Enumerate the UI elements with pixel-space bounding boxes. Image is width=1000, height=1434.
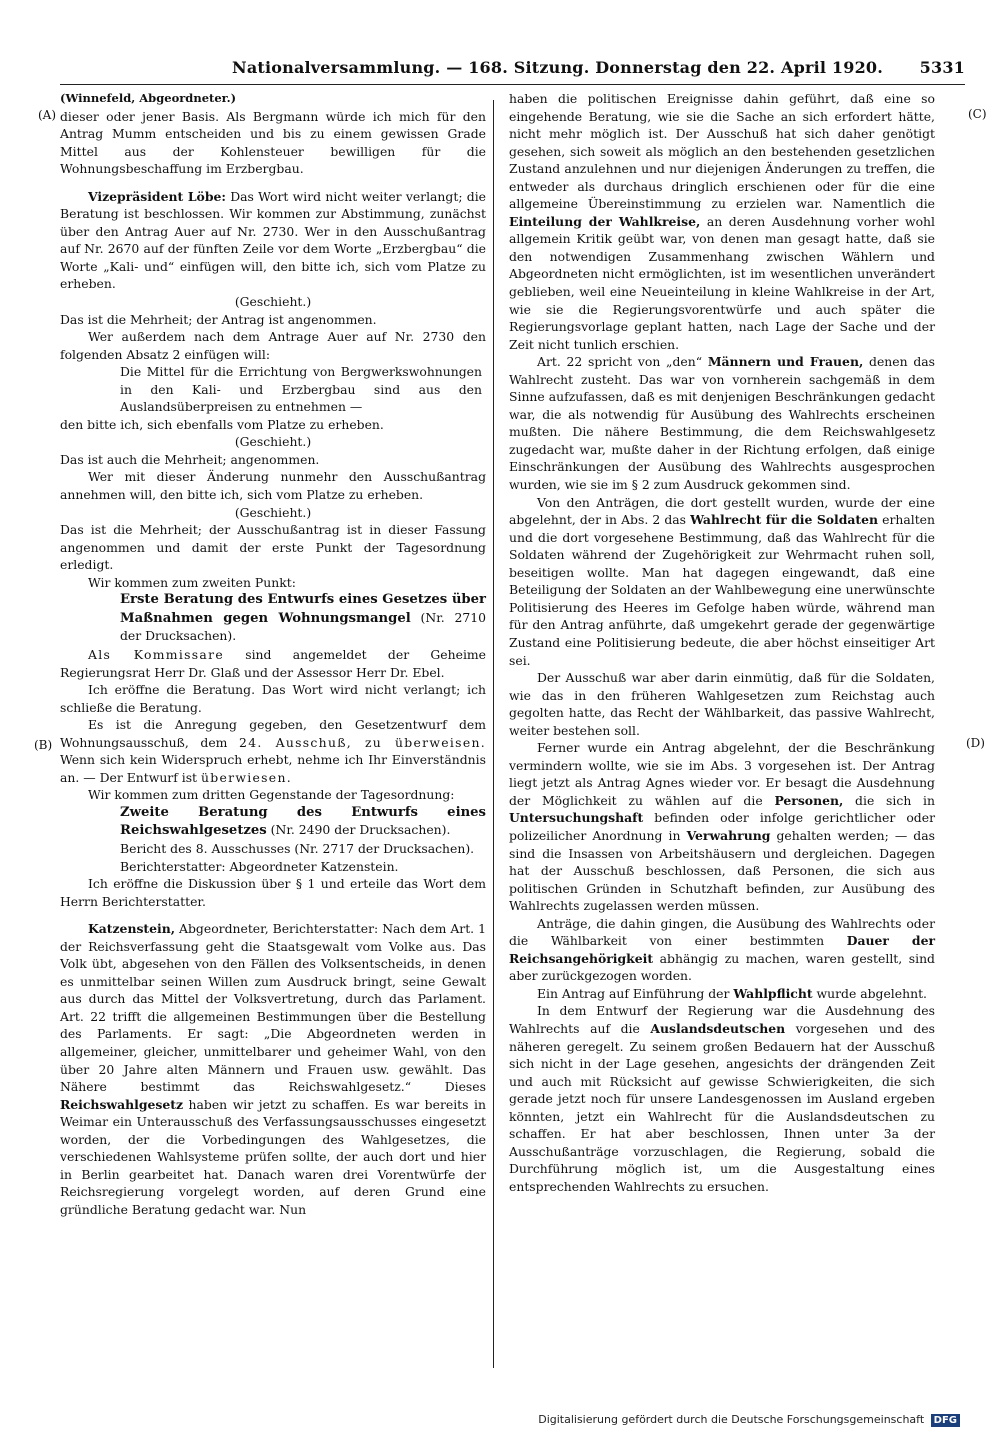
margin-mark-c: (C) [968, 107, 987, 121]
paragraph: dieser oder jener Basis. Als Bergmann würde ich mich für den Antrag Mumm entscheiden und bis zu einem gewissen Grade Mittel aus der Kohlensteuer bewilligen für die Wohnungsbeschaffung im Erzbergbau. [60, 108, 486, 177]
paragraph: Vizepräsident Löbe: Das Wort wird nicht weiter verlangt; die Beratung ist beschlossen. Wir kommen zur Abstimmung, zunächst über den Antrag Auer auf Nr. 2730. Wer in den Ausschußantrag auf Nr. 2670 auf der fünften Zeile vor dem Worte „Erzbergbau“ die Worte „Kali- und“ einfügen will, den bitte ich, sich vom Platze zu erheben. [60, 188, 486, 292]
agenda-reporter: Berichterstatter: Abgeordneter Katzenstein. [120, 858, 399, 874]
paragraph: Wir kommen zum dritten Gegenstande der Tagesordnung: [88, 787, 455, 803]
margin-mark-b: (B) [34, 738, 53, 752]
paragraph: Anträge, die dahin gingen, die Ausübung des Wahlrechts oder die Wählbarkeit von einer bestimmten Dauer der Reichsangehörigkeit abhängig zu machen, waren gestellt, sind aber zurückgezogen worden. [509, 915, 935, 984]
header-title: Nationalversammlung. — 168. Sitzung. Donnerstag den 22. April 1920. [232, 58, 884, 77]
agenda-item: Erste Beratung des Entwurfs eines Gesetzes über Maßnahmen gegen Wohnungsmangel (Nr. 2710 der Drucksachen). [120, 592, 486, 644]
agenda-report: Bericht des 8. Ausschusses (Nr. 2717 der Drucksachen). [120, 840, 475, 856]
paragraph: Das ist die Mehrheit; der Ausschußantrag ist in dieser Fassung angenommen und damit der erste Punkt der Tagesordnung erledigt. [60, 522, 486, 573]
page-header [60, 56, 965, 82]
paragraph: Ein Antrag auf Einführung der Wahlpflicht wurde abgelehnt. [537, 985, 927, 1001]
stage-direction: (Geschieht.) [234, 504, 312, 520]
header-rule [60, 84, 965, 85]
paragraph: haben die politischen Ereignisse dahin geführt, daß eine so eingehende Beratung, wie sie die Sache an sich erfordert hätte, nicht mehr möglich ist. Der Ausschuß hat sich daher genötigt gesehen, sich soweit als möglich an den bestehenden gesetzlichen Zustand anzulehnen und nur diejenigen Änderungen zu treffen, die entweder als durchaus dringlich erschienen oder für die eine allgemeine Übereinstimmung zu erzielen war. Namentlich die Einteilung der Wahlkreise, an deren Ausdehnung vorher wohl allgemein Kritik geübt war, von denen man gesagt hatte, daß sie den notwendigen Zusammenhang zwischen Wählern und Abgeordneten nicht ermöglichten, ist im wesentlichen unverändert geblieben, weil eine Neueinteilung in kleine Wahlkreise in der Art, wie sie die Regierungsvorentwürfe und auch später die Regierungsvorlage geplant hatten, nach Lage der Sache und der Zeit nicht tunlich erschien. [509, 91, 935, 352]
margin-mark-a: (A) [38, 108, 57, 122]
paragraph: Das ist die Mehrheit; der Antrag ist angenommen. [60, 311, 377, 327]
agenda-item: Zweite Beratung des Entwurfs eines Reichswahlgesetzes (Nr. 2490 der Drucksachen). [120, 804, 486, 839]
paragraph: Ferner wurde ein Antrag abgelehnt, der die Beschränkung vermindern wollte, wie sie im Abs. 3 vorgesehen ist. Der Antrag liegt jetzt als Antrag Agnes wieder vor. Er besagt die Ausdehnung der Möglichkeit zu wählen auf die Personen, die sich in Untersuchungshaft befinden oder infolge gerichtlicher oder polizeilicher Anordnung in Verwahrung gehalten werden; — das sind die Insassen von Arbeitshäusern und dergleichen. Dagegen hat der Ausschuß beschlossen, daß Personen, die sich aus politischen Gründen in Schutzhaft befinden, zur Ausübung des Wahlrechts zugelassen werden müssen. [509, 740, 936, 914]
speaker-name: Vizepräsident Löbe: [88, 188, 226, 204]
speaker-continuation: (Winnefeld, Abgeordneter.) [60, 91, 237, 105]
paragraph: Katzenstein, Abgeordneter, Berichterstatter: Nach dem Art. 1 der Reichsverfassung geht die Staatsgewalt vom Volke aus. Das Volk übt, abgesehen von den Fällen des Volksentscheids, in denen es unmittelbar seinen Willen zum Ausdruck bringt, seine Gewalt aus durch das Mittel der Volksvertretung, durch das Parlament. Art. 22 trifft die allgemeinen Bestimmungen über die Bestellung des Parlaments. Er sagt: „Die Abgeordneten werden in allgemeiner, gleicher, unmittelbarer und geheimer Wahl, von den über 20 Jahre alten Männern und Frauen usw. gewählt. Das Nähere bestimmt das Reichswahlgesetz.“ Dieses Reichswahlgesetz haben wir jetzt zu schaffen. Es war bereits in Weimar ein Unterausschuß des Verfassungsausschusses eingesetzt worden, der die Vorbedingungen des Wahlgesetzes, die verschiedenen Wahlsysteme prüfen sollte, der auch dort und hier in Berlin gearbeitet hat. Danach waren drei Vorentwürfe der Reichsregierung vorgelegt worden, auf deren Grund eine gründliche Beratung gedacht war. Nun [60, 921, 486, 1217]
paragraph: Ich eröffne die Beratung. Das Wort wird nicht verlangt; ich schließe die Beratung. [60, 682, 486, 715]
paragraph: In dem Entwurf der Regierung war die Ausdehnung des Wahlrechts auf die Auslandsdeutschen vorgesehen und des näheren geregelt. Zu seinem großen Bedauern hat der Ausschuß sich nicht in der Lage gesehen, angesichts der drängenden Zeit und auch mit Rücksicht auf gewisse Schwierigkeiten, die sich gerade jetzt noch für unsere Landesgenossen im Ausland ergeben könnten, jetzt ein Wahlrecht für die Auslandsdeutschen zu schaffen. Er hat aber beschlossen, Ihnen unter 3a der Ausschußanträge vorzuschlagen, die Regierung, sobald die Durchführung möglich ist, um die Ausgestaltung eines entsprechenden Wahlrechts zu ersuchen. [509, 1003, 935, 1194]
paragraph: den bitte ich, sich ebenfalls vom Platze zu erheben. [60, 416, 384, 432]
paragraph: Ich eröffne die Diskussion über § 1 und erteile das Wort dem Herrn Berichterstatter. [60, 876, 486, 909]
paragraph: Art. 22 spricht von „den“ Männern und Frauen, denen das Wahlrecht zusteht. Das war von vornherein sachgemäß in dem Sinne aufzufassen, daß es mit denjenigen Beschränkungen gedacht war, die als notwendig für Ausübung des Wahlrechts erscheinen mußten. Die nähere Bestimmung, die dem Reichswahlgesetz zugedacht war, mußte daher in der Richtung erfolgen, daß einige Einschränkungen der Ausübung des Wahlrechts ausgesprochen wurden, wie sie im § 2 zum Ausdruck gekommen sind. [509, 354, 936, 493]
paragraph: Wer mit dieser Änderung nunmehr den Ausschußantrag annehmen will, den bitte ich, sich vom Platze zu erheben. [60, 469, 486, 503]
margin-mark-d: (D) [966, 736, 985, 750]
paragraph: Wir kommen zum zweiten Punkt: [88, 574, 296, 590]
column-divider [493, 100, 494, 1368]
paragraph: Von den Anträgen, die dort gestellt wurden, wurde der eine abgelehnt, der in Abs. 2 das Wahlrecht für die Soldaten erhalten und die dort vorgesehene Bestimmung, daß das Wahlrecht für die Soldaten während der Zugehörigkeit zur Wehrmacht ruhen soll, beseitigen wollte. Man hat dagegen eingewandt, daß eine Beteiligung der Soldaten an der Wahlbewegung eine unerwünschte Politisierung des Heeres im Gefolge haben würde, während man für den Antrag anführte, daß umgekehrt gerade der gegenwärtige Zustand eine Politisierung bedeute, die aber höchst einseitiger Art sei. [509, 494, 935, 668]
right-column [509, 90, 935, 1195]
page-number: 5331 [919, 58, 965, 77]
paragraph: Als Kommissare sind angemeldet der Geheime Regierungsrat Herr Dr. Glaß und der Assessor Herr Dr. Ebel. [60, 646, 486, 680]
paragraph: Der Ausschuß war aber darin einmütig, daß für die Soldaten, wie das in den früheren Wahlgesetzen zum Reichstag auch gegolten hatte, das Recht der Wählbarkeit, das passive Wahlrecht, weiter bestehen soll. [509, 670, 935, 738]
credit-text: Digitalisierung gefördert durch die Deutsche Forschungsgemeinschaft [538, 1413, 925, 1426]
stage-direction: (Geschieht.) [234, 294, 312, 310]
paragraph: Wer außerdem nach dem Antrage Auer auf Nr. 2730 den folgenden Absatz 2 einfügen will: [60, 329, 486, 362]
paragraph: Es ist die Anregung gegeben, den Gesetzentwurf dem Wohnungsausschuß, dem 24. Ausschuß, zu überweisen. Wenn sich kein Widerspruch erhebt, nehme ich Ihr Einverständnis an. — Der Entwurf ist überwiesen. [60, 717, 486, 785]
speaker-name: Katzenstein, [88, 921, 176, 937]
dfg-logo: DFG [931, 1414, 960, 1427]
left-column [60, 90, 486, 1218]
quoted-amendment: Die Mittel für die Errichtung von Bergwerkswohnungen in den Kali- und Erzbergbau sind aus den Auslandsüberpreisen zu entnehmen — [120, 364, 482, 415]
stage-direction: (Geschieht.) [234, 434, 312, 450]
digitization-credit [538, 1413, 960, 1427]
paragraph: Das ist auch die Mehrheit; angenommen. [60, 451, 320, 467]
